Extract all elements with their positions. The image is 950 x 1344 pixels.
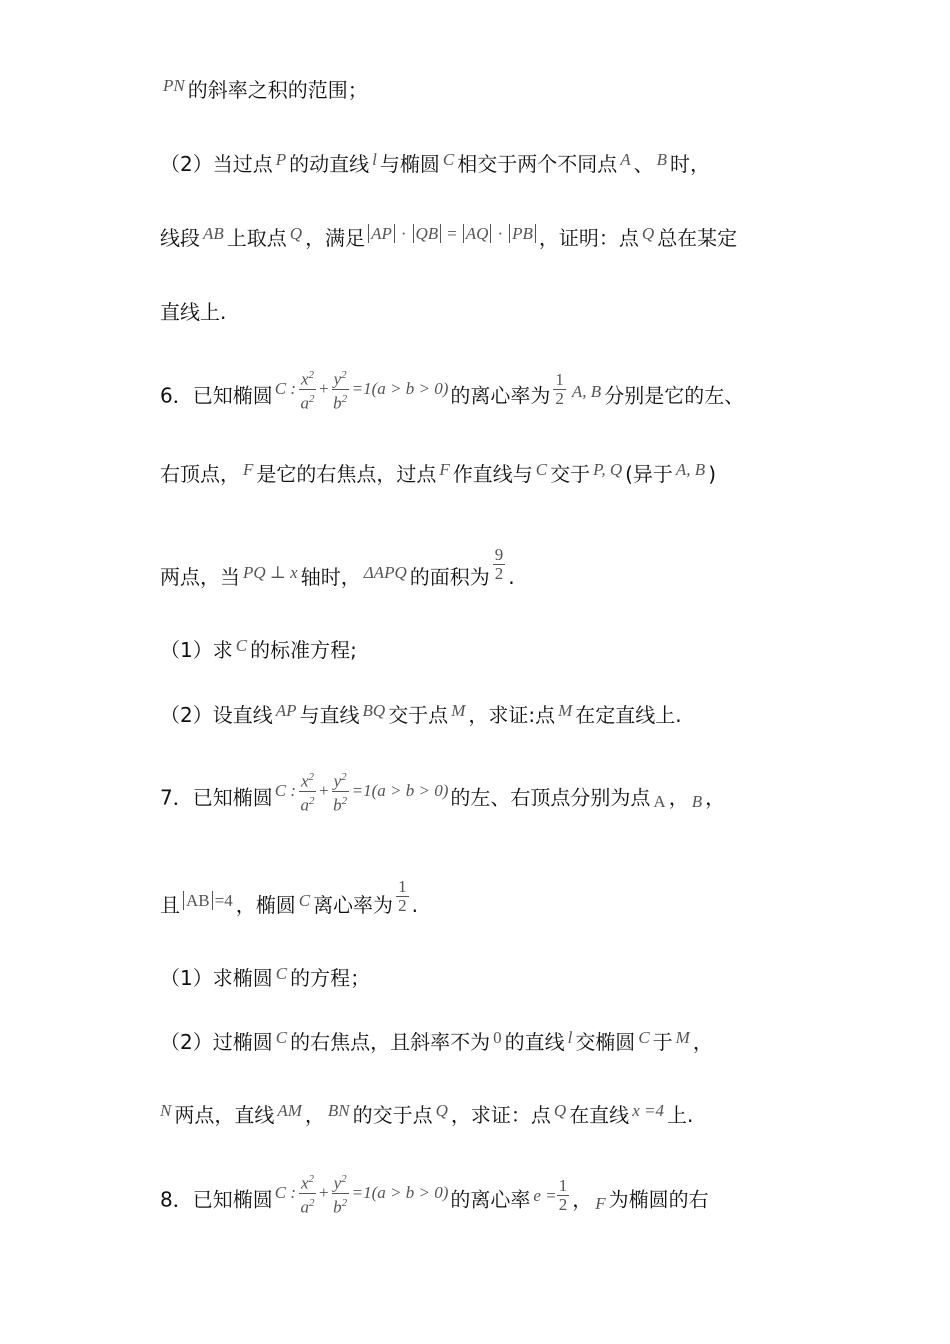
text: （2）设直线 <box>160 703 273 727</box>
math-AM: AM <box>277 1101 302 1120</box>
math-P-Q: P, Q <box>593 460 623 479</box>
math-AP: AP <box>275 701 297 720</box>
line-3 <box>160 226 890 252</box>
text: 两点，直线 <box>174 1103 275 1127</box>
text: ， <box>692 1030 713 1054</box>
text: 分别是它的左、 <box>604 383 745 408</box>
math-F: F <box>595 1193 606 1213</box>
math-C: C : <box>274 781 296 801</box>
math-PQ-perp-x: PQ ⊥ x <box>243 563 298 582</box>
line-13 <box>160 1030 890 1056</box>
math-abs-PB: PB <box>509 224 536 243</box>
math-BQ: BQ <box>362 701 386 720</box>
text: ， <box>572 1187 593 1212</box>
text: 的动直线 <box>289 152 370 176</box>
math-Q: Q <box>553 1101 567 1120</box>
math-Q: Q <box>435 1101 448 1120</box>
line-14 <box>160 1103 890 1129</box>
math-P: P <box>275 150 287 169</box>
text: （1）求椭圆 <box>160 966 273 990</box>
line-6 <box>160 462 890 488</box>
math-C: C <box>638 1028 650 1047</box>
line-8 <box>160 638 890 664</box>
text: 总在某定 <box>657 226 738 250</box>
text: 与直线 <box>299 703 360 727</box>
text: 相交于两个不同点 <box>457 152 618 176</box>
text: 时， <box>669 152 710 176</box>
text: . <box>411 893 418 917</box>
text: (异于 <box>625 462 673 486</box>
text: 是它的右焦点，过点 <box>256 462 437 486</box>
line-1 <box>160 78 890 104</box>
text: 与椭圆 <box>379 152 440 176</box>
math-triangle-APQ: ΔAPQ <box>363 563 407 582</box>
math-A: A <box>653 791 666 811</box>
math-M: M <box>451 701 466 720</box>
text: 的左、右顶点分别为点 <box>450 785 651 810</box>
math-C: C <box>275 964 288 983</box>
ellipse-equation: C : $\frac{x^2}{a^2}$ + $\frac{y^2}{b^2}$ =1(a > b > 0) <box>275 1170 449 1216</box>
text: 的方程； <box>290 966 371 990</box>
math-A-B: A, B <box>571 381 602 401</box>
text: 的离心率为 <box>450 383 551 408</box>
text: （2）过椭圆 <box>160 1030 273 1054</box>
fraction-one-half: $\frac{1}{2}$ <box>555 369 564 408</box>
math-C: C <box>442 150 455 169</box>
line-10 <box>160 771 890 822</box>
math-C: C <box>535 460 548 479</box>
math-C: C <box>235 636 248 655</box>
text: 且 <box>160 893 180 917</box>
text: . <box>508 565 515 589</box>
math-e-equals: e = <box>533 1185 557 1205</box>
math-B: B <box>656 150 667 169</box>
text: ， <box>668 785 689 810</box>
text: 轴时， <box>300 565 361 589</box>
ellipse-equation: C : $\frac{x^2}{a^2}$ + $\frac{y^2}{b^2}$ =1(a > b > 0) <box>275 366 449 412</box>
text: 作直线与 <box>452 462 533 486</box>
text: 6．已知椭圆 <box>160 383 273 408</box>
text: ，椭圆 <box>235 893 296 917</box>
math-F: F <box>243 460 254 479</box>
text: 在直线 <box>569 1103 630 1127</box>
math-Q: Q <box>641 224 655 243</box>
math-C: C : <box>274 379 296 399</box>
math-BN: BN <box>327 1101 350 1120</box>
text: （1）求 <box>160 638 233 662</box>
text: 直线上. <box>160 300 227 324</box>
ellipse-equation: C : $\frac{x^2}{a^2}$ + $\frac{y^2}{b^2}$ =1(a > b > 0) <box>275 768 449 814</box>
text: 为椭圆的右 <box>608 1187 709 1212</box>
text: ) <box>708 462 717 486</box>
text: 在定直线上. <box>575 703 682 727</box>
text: ，满足 <box>305 226 366 250</box>
text: 的右焦点，且斜率不为 <box>290 1030 491 1054</box>
math-dot: · <box>497 224 504 243</box>
text: 、 <box>633 152 654 176</box>
fraction-nine-halves: $\frac{9}{2}$ <box>494 545 504 583</box>
math-abs-QB: QB <box>413 224 442 243</box>
math-abs-AQ: AQ <box>463 224 492 243</box>
text: 交椭圆 <box>575 1030 636 1054</box>
text: 上. <box>666 1103 694 1127</box>
text: 于 <box>652 1030 673 1054</box>
text: 交于点 <box>388 703 449 727</box>
math-M: M <box>558 701 573 720</box>
text: 的标准方程; <box>250 638 357 662</box>
text: 的离心率 <box>450 1187 531 1212</box>
line-12 <box>160 966 890 992</box>
line-9 <box>160 703 890 729</box>
line-11 <box>160 877 890 925</box>
math-l: l <box>567 1028 573 1047</box>
math-0: 0 <box>493 1028 502 1047</box>
math-dot: · <box>400 224 407 243</box>
math-AB: AB <box>203 224 224 243</box>
text: 的面积为 <box>409 565 490 589</box>
text: 离心率为 <box>313 893 394 917</box>
text: 线段 <box>160 226 200 250</box>
math-abs-AB: AB <box>183 891 213 910</box>
math-C: C <box>298 891 311 910</box>
math-Q: Q <box>289 224 303 243</box>
text: （2）当过点 <box>160 152 273 176</box>
fraction-one-half: $\frac{1}{2}$ <box>558 1175 568 1214</box>
math-abs-AP: AP <box>368 224 395 243</box>
math-C: C : <box>274 1183 296 1203</box>
math-x-equals-4: x =4 <box>632 1101 664 1120</box>
math-F: F <box>439 460 450 479</box>
text: 7．已知椭圆 <box>160 785 273 810</box>
text: 两点，当 <box>160 565 240 589</box>
math-A: A <box>620 150 631 169</box>
text: 上取点 <box>226 226 287 250</box>
math-N: N <box>160 1101 172 1120</box>
math-PN: PN <box>163 76 185 95</box>
text: 的直线 <box>504 1030 565 1054</box>
text: ， <box>304 1103 325 1127</box>
text: ， <box>705 785 726 810</box>
text: ，证明：点 <box>538 226 639 250</box>
line-7 <box>160 545 890 597</box>
line-15 <box>160 1173 890 1224</box>
text: 8．已知椭圆 <box>160 1187 273 1212</box>
text: 交于 <box>550 462 591 486</box>
line-2 <box>160 152 890 178</box>
math-M: M <box>675 1028 690 1047</box>
line-5 <box>160 369 890 420</box>
math-l: l <box>372 150 377 169</box>
line-4 <box>160 300 890 324</box>
fraction-one-half: $\frac{1}{2}$ <box>398 877 407 915</box>
text: 右顶点， <box>160 462 240 486</box>
text: 的交于点 <box>352 1103 433 1127</box>
text: ，求证：点 <box>450 1103 551 1127</box>
math-B: B <box>691 791 703 811</box>
math-equals-4: =4 <box>214 891 233 910</box>
text: 的斜率之积的范围； <box>187 78 368 102</box>
math-C: C <box>275 1028 288 1047</box>
math-equals: = <box>447 224 457 243</box>
math-A-B: A, B <box>675 460 706 479</box>
text: ，求证:点 <box>468 703 556 727</box>
